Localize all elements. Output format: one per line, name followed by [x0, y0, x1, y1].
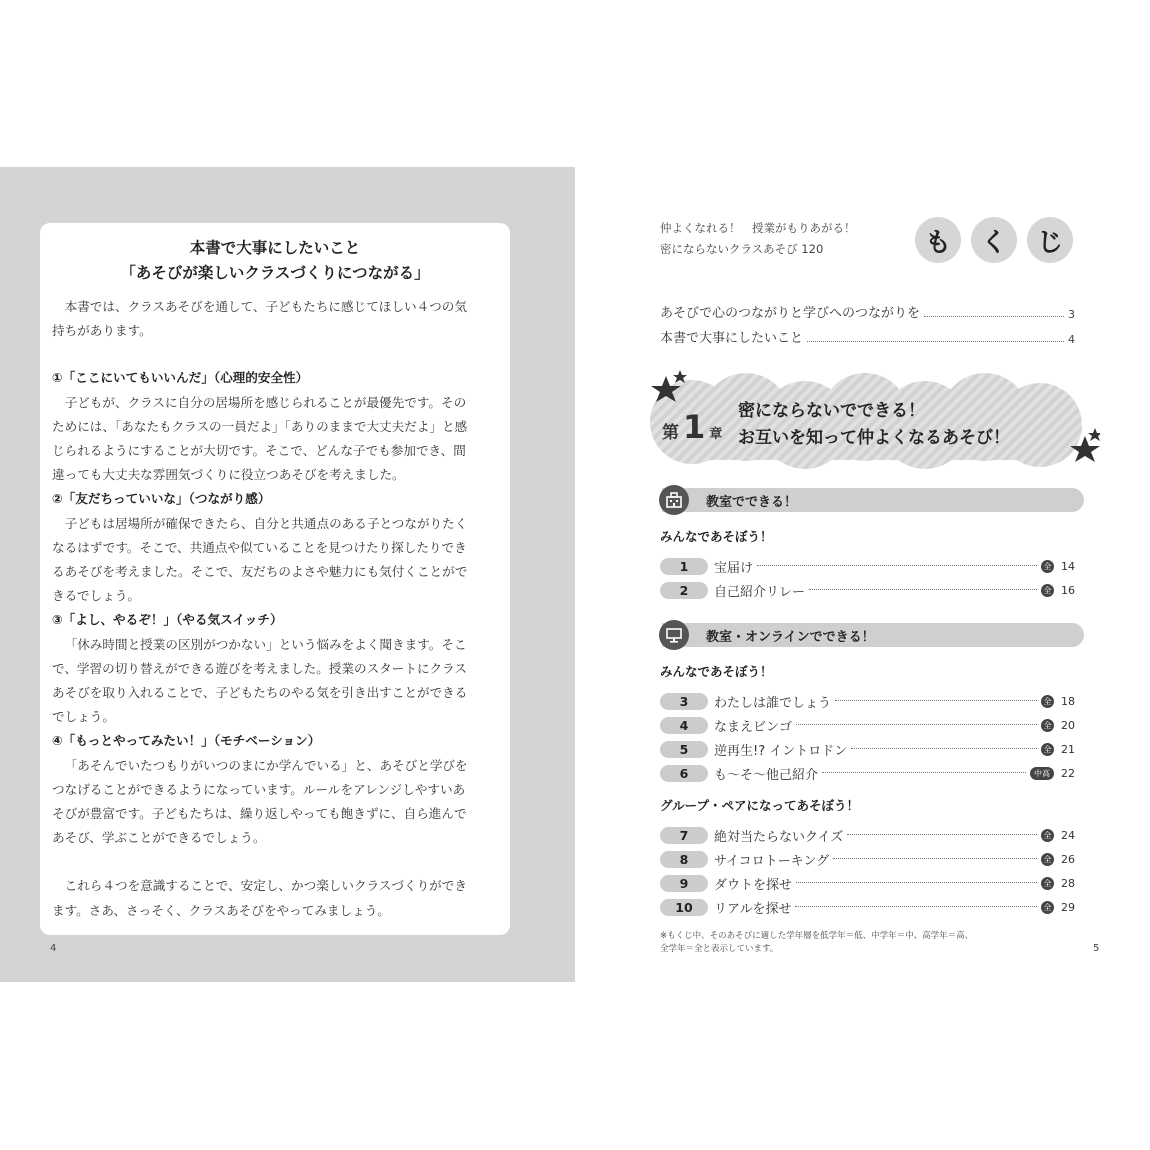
entry-number: 5 — [660, 741, 708, 758]
grade-badge: 全 — [1041, 877, 1054, 890]
card-body — [52, 295, 507, 923]
toc-entry[interactable] — [660, 739, 1075, 759]
footnote-line: ※もくじ中、そのあそびに適した学年層を低学年＝低、中学年＝中、高学年＝高、 — [660, 931, 974, 941]
entry-title: 自己紹介リレー — [714, 584, 806, 600]
dot-leader — [795, 906, 1037, 907]
closing-line: ます。さあ、さっそく、クラスあそびをやってみましょう。 — [52, 902, 390, 918]
entry-title: 宝届け — [714, 560, 754, 576]
footnote-line: 全学年＝全と表示しています。 — [660, 944, 779, 954]
body-line: 子どもは居場所が確保できたら、自分と共通点のある子とつながりたく — [64, 515, 468, 531]
entry-title: なまえビンゴ — [714, 719, 793, 735]
entry-number: 7 — [660, 827, 708, 844]
toc-entry[interactable] — [660, 763, 1075, 783]
section-heading: ②「友だちっていいな」（つながり感） — [52, 491, 271, 507]
toc-entry[interactable] — [660, 897, 1075, 917]
section-heading: ①「ここにいてもいいんだ」（心理的安全性） — [52, 370, 309, 386]
grade-badge: 全 — [1041, 719, 1054, 732]
star-icon — [1088, 428, 1100, 441]
section-bar-classroom — [662, 488, 1084, 512]
section-label: 教室・オンラインでできる！ — [706, 630, 875, 645]
entry-page: 14 — [1061, 559, 1075, 573]
grade-badge: 全 — [1041, 695, 1054, 708]
toc-entry-label: あそびで心のつながりと学びへのつながりを — [660, 306, 921, 321]
entry-title: リアルを探せ — [714, 901, 792, 917]
grade-badge: 全 — [1041, 901, 1054, 914]
entry-title: 絶対当たらないクイズ — [714, 829, 844, 845]
section-label: 教室でできる！ — [706, 495, 798, 510]
dot-leader — [847, 834, 1037, 835]
dot-leader — [796, 724, 1037, 725]
toc-entry[interactable] — [660, 715, 1075, 735]
dot-leader — [757, 565, 1037, 566]
entry-title: ダウトを探せ — [714, 877, 793, 893]
page-number-right: 5 — [1093, 943, 1100, 954]
chapter-dai: 第 — [662, 423, 679, 443]
school-building-icon — [659, 485, 689, 515]
body-line: 違っても大丈夫な雰囲気づくりに役立つあそびを考えました。 — [52, 467, 405, 483]
sub-heading: グループ・ペアになってあそぼう！ — [660, 798, 860, 813]
chapter-number: 1 — [683, 408, 706, 446]
entry-page: 20 — [1061, 718, 1075, 732]
section-bar-online — [662, 623, 1084, 647]
chapter-title-line: 密にならないでできる！ — [738, 401, 925, 421]
intro-card — [40, 223, 510, 935]
dot-leader — [851, 748, 1037, 749]
dot-leader — [924, 316, 1064, 317]
mokuji-char: も — [915, 217, 961, 263]
entry-page: 28 — [1061, 876, 1075, 890]
entry-title: 逆再生!? イントロドン — [714, 743, 848, 759]
entry-page: 24 — [1061, 828, 1075, 842]
intro-line: 持ちがあります。 — [52, 323, 152, 339]
body-line: でしょう。 — [52, 709, 115, 725]
mokuji-heading — [915, 217, 1073, 263]
mokuji-char: く — [971, 217, 1017, 263]
body-line: じられるようにすることが大切です。そこで、どんな子でも参加でき、間 — [52, 443, 466, 459]
toc-entry-label: 本書で大事にしたいこと — [660, 331, 804, 346]
dot-leader — [835, 700, 1037, 701]
body-line: 「休み時間と授業の区別がつかない」という悩みをよく聞きます。そこ — [64, 636, 467, 652]
body-line: そびが豊富です。子どもたちは、繰り返しやっても飽きずに、自ら進んで — [52, 806, 467, 822]
entry-title: も～そ～他己紹介 — [714, 767, 819, 783]
dot-leader — [833, 858, 1037, 859]
dot-leader — [807, 341, 1064, 342]
chapter-sho: 章 — [709, 427, 723, 442]
toc-entry[interactable] — [660, 302, 1075, 321]
entry-number: 9 — [660, 875, 708, 892]
chapter-title-line: お互いを知って仲よくなるあそび！ — [738, 428, 1010, 448]
entry-title: わたしは誰でしょう — [714, 695, 832, 711]
entry-title: サイコロトーキング — [714, 853, 830, 869]
body-line: るあそびを考えました。そこで、友だちのよさや魅力にも気付くことがで — [52, 564, 468, 580]
series-title — [660, 218, 856, 260]
toc-entry[interactable] — [660, 327, 1075, 346]
grade-badge: 全 — [1041, 560, 1054, 573]
section-heading: ④「もっとやってみたい！」（モチベーション） — [52, 733, 321, 749]
body-line: で、学習の切り替えができる遊びを考えました。授業のスタートにクラス — [52, 660, 467, 676]
entry-number: 1 — [660, 558, 708, 575]
card-subtitle: 「あそびが楽しいクラスづくりにつながる」 — [120, 264, 430, 282]
left-page — [0, 167, 575, 982]
monitor-icon — [659, 620, 689, 650]
card-title: 本書で大事にしたいこと — [189, 239, 361, 257]
entry-number: 6 — [660, 765, 708, 782]
entry-page: 22 — [1061, 766, 1075, 780]
entry-number: 2 — [660, 582, 708, 599]
entry-page: 29 — [1061, 900, 1075, 914]
entry-number: 3 — [660, 693, 708, 710]
grade-badge: 中高 — [1030, 767, 1054, 780]
body-line: きるでしょう。 — [52, 588, 141, 604]
section-heading: ③「よし、やるぞ！」（やる気スイッチ） — [52, 612, 283, 628]
body-line: つなげることができるようになっています。ルールをアレンジしやすいあ — [52, 781, 466, 797]
mokuji-char: じ — [1027, 217, 1073, 263]
body-line: なるはずです。そこで、共通点や似ていることを見つけたり探したりでき — [52, 539, 467, 555]
toc-entry[interactable] — [660, 691, 1075, 711]
body-line: あそびを取り入れることで、子どもたちのやる気を引き出すことができる — [52, 685, 468, 701]
series-line: 仲よくなれる！ 授業がもりあがる！ — [660, 221, 856, 235]
intro-line: 本書では、クラスあそびを通して、子どもたちに感じてほしい４つの気 — [64, 299, 467, 314]
toc-entry[interactable] — [660, 825, 1075, 845]
toc-entry[interactable] — [660, 556, 1075, 576]
sub-heading: みんなであそぼう！ — [660, 664, 773, 679]
dot-leader — [822, 772, 1026, 773]
toc-entry-page: 3 — [1068, 308, 1075, 321]
entry-number: 8 — [660, 851, 708, 868]
grade-badge: 全 — [1041, 829, 1054, 842]
dot-leader — [809, 589, 1037, 590]
body-line: 子どもが、クラスに自分の居場所を感じられることが最優先です。その — [64, 394, 467, 410]
chapter-title — [738, 398, 1010, 452]
body-line: 「あそんでいたつもりがいつのまにか学んでいる」と、あそびと学びを — [64, 757, 468, 773]
page-number-left: 4 — [50, 943, 57, 954]
footnote — [660, 930, 1070, 956]
grade-badge: 全 — [1041, 743, 1054, 756]
grade-badge: 全 — [1041, 853, 1054, 866]
body-line: あそび、学ぶことができるでしょう。 — [52, 830, 266, 846]
chapter-label — [662, 408, 722, 446]
toc-entry[interactable] — [660, 580, 1075, 600]
toc-entry[interactable] — [660, 849, 1075, 869]
dot-leader — [796, 882, 1037, 883]
body-line: ためには、「あなたもクラスの一員だよ」「ありのままで大丈夫だよ」と感 — [52, 418, 468, 434]
entry-page: 18 — [1061, 694, 1075, 708]
closing-line: これら４つを意識することで、安定し、かつ楽しいクラスづくりができ — [64, 878, 467, 894]
sub-heading: みんなであそぼう！ — [660, 529, 773, 544]
grade-badge: 全 — [1041, 584, 1054, 597]
toc-entry[interactable] — [660, 873, 1075, 893]
entry-number: 4 — [660, 717, 708, 734]
entry-page: 16 — [1061, 583, 1075, 597]
entry-number: 10 — [660, 899, 708, 916]
toc-entry-page: 4 — [1068, 333, 1075, 346]
entry-page: 21 — [1061, 742, 1075, 756]
entry-page: 26 — [1061, 852, 1075, 866]
series-line: 密にならないクラスあそび 120 — [660, 242, 824, 256]
